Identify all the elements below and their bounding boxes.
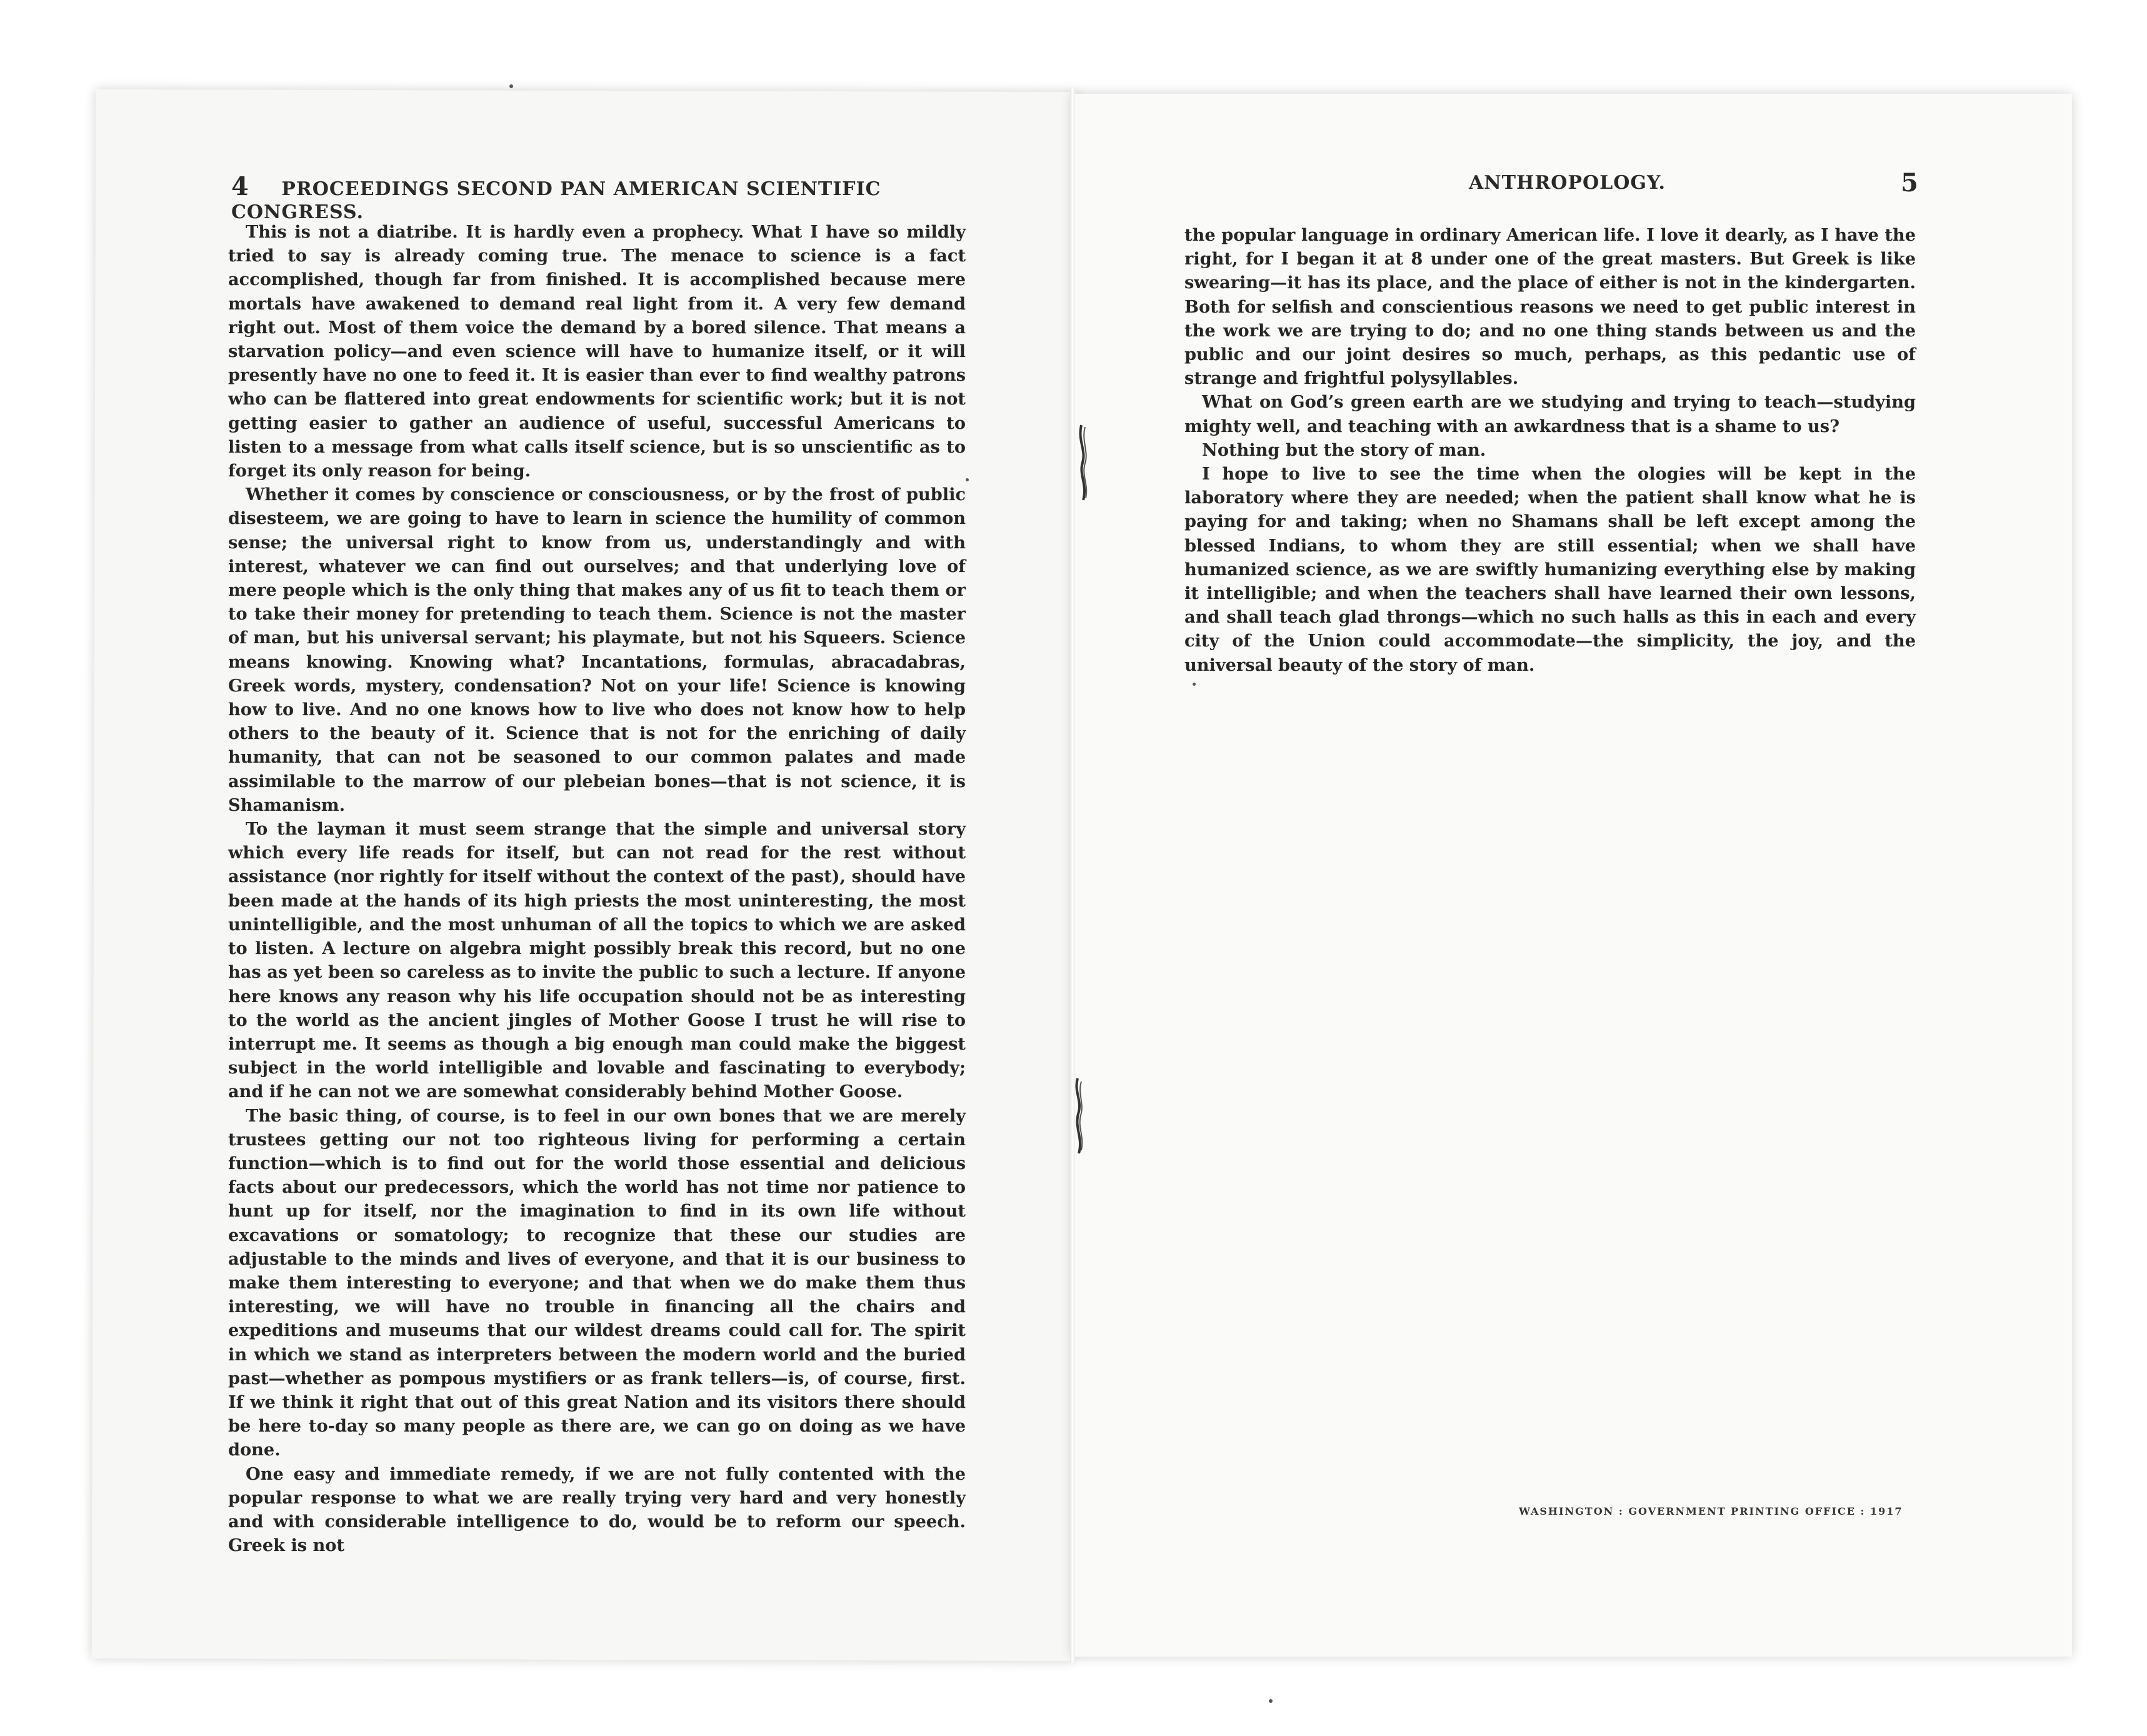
paragraph: One easy and immediate remedy, if we are not fully contented with the popular response to what we are really trying very hard and very honestly and with considerable intelligence to do, would be to reform our speech. Greek is not [228,1463,966,1556]
speck [509,84,513,88]
speck [1269,1699,1273,1703]
staple-top [1076,422,1090,503]
speck [966,478,969,481]
right-page-number: 5 [1901,168,1919,198]
left-page-number: 4 [231,172,249,201]
paragraph: To the layman it must seem strange that the simple and universal story which every life reads for itself, but can not read for the rest without assistance (nor rightly for itself without the context of the past), should have been made at the hands of its high priests the most uninteresting, the most unintelligible, and the most unhuman of all the topics to which we are asked to listen. A lecture on algebra might possibly break this record, but no one has as yet been so careless as to invite the public to such a lecture. If anyone here knows any reason why his life occupation should not be as interesting to the world as the ancient jingles of Mother Goose I trust he will rise to interrupt me. It seems as though a big enough man could make the biggest subject in the world intelligible and lovable and fascinating to everybody; and if he can not we are somewhat considerably behind Mother Goose. [228,819,966,1102]
paragraph: I hope to live to see the time when the ologies will be kept in the laboratory where they are needed; when the patient shall know what he is paying for and taking; when no Shamans shall be left except among the blessed Indians, to whom they are still essential; when we shall have humanized science, as we are swiftly humanizing everything else by making it intelligible; and when the teachers shall have learned their own lessons, and shall teach glad throngs—which no such halls as this in each and every city of the Union could accommodate—the simplicity, the joy, and the universal beauty of the story of man. [1184,464,1916,675]
page-fold [1070,88,1075,1663]
speck [1193,683,1196,686]
right-text-column [1184,223,1916,677]
paragraph: What on God’s green earth are we studying and trying to teach—studying mighty well, and teaching with an awkardness that is a shame to us? [1184,392,1916,436]
left-running-head-title: PROCEEDINGS SECOND PAN AMERICAN SCIENTIFIC CONGRESS. [231,178,881,223]
paragraph: This is not a diatribe. It is hardly even a prophecy. What I have so mildly tried to say is already coming true. The menace to science is a fact accomplished, though far from finished. It is accomplished because mere mortals have awakened to demand real light from it. A very few demand right out. Most of them voice the demand by a bored silence. That means a starvation policy—and even science will have to humanize itself, or it will presently have no one to feed it. It is easier than ever to find wealthy patrons who can be flattered into great endowments for scientific work; but it is not getting easier to gather an audience of useful, successful Americans to listen to a message from what calls itself science, but is so unscientific as to forget its only reason for being. [228,222,966,481]
staple-bottom [1072,1075,1086,1156]
paragraph: Whether it comes by conscience or consciousness, or by the frost of public disesteem, we are going to have to learn in science the humility of common sense; the universal right to know from us, understandingly and with interest, whatever we can find out ourselves; and that underlying love of mere people which is the only thing that makes any of us fit to teach them or to take their money for pretending to teach them. Science is not the master of man, but his universal servant; his playmate, but not his Squeers. Science means knowing. Knowing what? Incantations, formulas, abracadabras, Greek words, mystery, condensation? Not on your life! Science is knowing how to live. And no one knows how to live who does not know how to help others to the beauty of it. Science that is not for the enriching of daily humanity, that can not be seasoned to our common palates and made assimilable to the marrow of our plebeian bones—that is not science, it is Shamanism. [228,484,966,815]
left-running-head [231,172,969,223]
paragraph: The basic thing, of course, is to feel in our own bones that we are merely trustees getting our not too righteous living for performing a certain function—which is to find out for the world those essential and delicious facts about our predecessors, which the world has not time nor patience to hunt up for itself, nor the imagination to find in its own life without excavations or somatology; to recognize that these our studies are adjustable to the minds and lives of everyone, and that it is our business to make them interesting to everyone; and that when we do make them thus interesting, we will have no trouble in financing all the chairs and expeditions and museums that our wildest dreams could call for. The spirit in which we stand as interpreters between the modern world and the buried past—whether as pompous mystifiers or as frank tellers—is, of course, first. If we think it right that out of this great Nation and its visitors there should be here to-day so many people as there are, we can go on doing as we have done. [228,1105,966,1460]
paragraph: Nothing but the story of man. [1202,439,1486,460]
printer-imprint: WASHINGTON : GOVERNMENT PRINTING OFFICE : 1917 [1519,1505,1903,1517]
left-text-column [228,220,966,1557]
right-running-head-title: ANTHROPOLOGY. [1469,172,1666,194]
paragraph: the popular language in ordinary American life. I love it dearly, as I have the right, for I began it at 8 under one of the great masters. But Greek is like swearing—it has its place, and the place of either is not in the kindergarten. Both for selfish and conscientious reasons we need to get public interest in the work we are trying to do; and no one thing stands between us and the public and our joint desires so much, perhaps, as this pedantic use of strange and frightful polysyllables. [1184,225,1916,389]
